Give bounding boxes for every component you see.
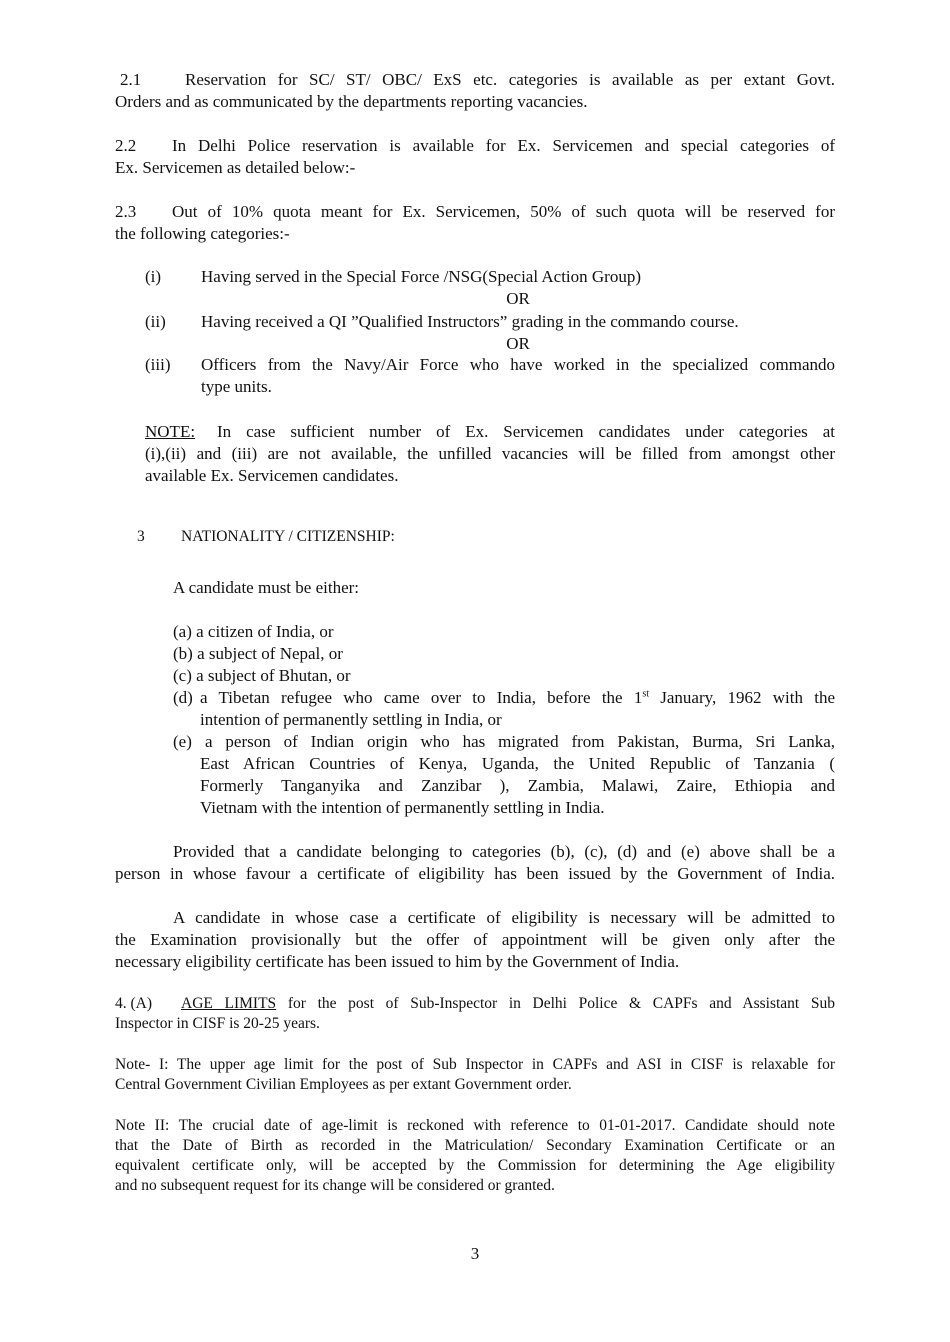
section-2-2-line1: In Delhi Police reservation is available for Ex. Servicemen and special categories of	[172, 136, 835, 155]
note-i-line1: Note- I: The upper age limit for the post of Sub Inspector in CAPFs and ASI in CISF is relaxable for	[115, 1056, 835, 1073]
category-iii-number: (iii)	[145, 355, 171, 374]
citizenship-item-e-line2: East African Countries of Kenya, Uganda, the United Republic of Tanzania (	[200, 754, 835, 773]
citizenship-item-e-line1: a person of Indian origin who has migrated from Pakistan, Burma, Sri Lanka,	[205, 732, 835, 751]
proviso-1-line1: Provided that a candidate belonging to categories (b), (c), (d) and (e) above shall be a	[173, 842, 835, 861]
citizenship-item-a-text: a citizen of India, or	[196, 622, 334, 641]
section-2-1-line2: Orders and as communicated by the departments reporting vacancies.	[115, 92, 588, 111]
citizenship-item-b-text: a subject of Nepal, or	[197, 644, 343, 663]
citizenship-item-a-label: (a)	[173, 622, 192, 641]
citizenship-item-a	[173, 621, 835, 643]
category-ii-text: Having received a QI ”Qualified Instructors” grading in the commando course.	[201, 312, 739, 331]
citizenship-item-c-label: (c)	[173, 666, 192, 685]
note-ii	[115, 1116, 835, 1196]
note-line2: (i),(ii) and (iii) are not available, the unfilled vacancies will be filled from amongst other	[145, 444, 835, 463]
note-i	[115, 1055, 835, 1095]
proviso-2	[115, 907, 835, 973]
section-2-1	[115, 69, 835, 113]
section-3-number: 3	[137, 528, 145, 545]
citizenship-item-c-text: a subject of Bhutan, or	[196, 666, 351, 685]
citizenship-item-c	[173, 665, 835, 687]
note-ii-line2: that the Date of Birth as recorded in the Matriculation/ Secondary Examination Certificate or an	[115, 1137, 835, 1154]
section-4	[115, 994, 835, 1034]
section-2-3-number: 2.3	[115, 202, 137, 221]
citizenship-item-e-line3: Formerly Tanganyika and Zanzibar ), Zambia, Malawi, Zaire, Ethiopia and	[200, 776, 835, 795]
section-2-1-number: 2.1	[120, 70, 142, 89]
note-ii-line4: and no subsequent request for its change will be considered or granted.	[115, 1177, 555, 1194]
note-line3: available Ex. Servicemen candidates.	[145, 466, 399, 485]
citizenship-item-b-label: (b)	[173, 644, 193, 663]
citizenship-item-d-line2: intention of permanently settling in India, or	[200, 710, 502, 729]
page-number: 3	[470, 1244, 480, 1263]
citizenship-item-e-line4: Vietnam with the intention of permanently settling in India.	[200, 798, 605, 817]
proviso-2-line2: the Examination provisionally but the offer of appointment will be given only after the	[115, 930, 835, 949]
proviso-1	[115, 841, 835, 885]
section-3-intro: A candidate must be either:	[173, 578, 359, 597]
citizenship-item-b	[173, 643, 835, 665]
section-2-2-line2: Ex. Servicemen as detailed below:-	[115, 158, 356, 177]
section-2-1-line1: Reservation for SC/ ST/ OBC/ ExS etc. categories is available as per extant Govt.	[185, 70, 835, 89]
citizenship-item-e	[173, 731, 835, 819]
note-ii-line1: Note II: The crucial date of age-limit is reckoned with reference to 01-01-2017. Candidate should note	[115, 1117, 835, 1134]
note-block	[145, 421, 835, 487]
category-i-number: (i)	[145, 267, 162, 286]
or-separator-2: OR	[506, 334, 530, 353]
note-ii-line3: equivalent certificate only, will be accepted by the Commission for determining the Age eligibility	[115, 1157, 835, 1174]
category-iii-line1: Officers from the Navy/Air Force who have worked in the specialized commando	[201, 355, 835, 374]
section-3-title: NATIONALITY / CITIZENSHIP:	[181, 528, 395, 545]
citizenship-item-d-label: (d)	[173, 688, 193, 707]
section-2-2	[115, 135, 835, 179]
note-line1: In case sufficient number of Ex. Servicemen candidates under categories at	[217, 422, 835, 441]
proviso-1-line2: person in whose favour a certificate of eligibility has been issued by the Government of India.	[115, 864, 835, 883]
section-2-3-line1: Out of 10% quota meant for Ex. Servicemen, 50% of such quota will be reserved for	[172, 202, 835, 221]
section-2-3-line2: the following categories:-	[115, 224, 290, 243]
section-4-line2: Inspector in CISF is 20-25 years.	[115, 1015, 320, 1032]
age-limits-heading: AGE LIMITS	[181, 995, 277, 1012]
citizenship-item-d	[173, 687, 835, 731]
note-i-line2: Central Government Civilian Employees as per extant Government order.	[115, 1076, 572, 1093]
proviso-2-line3: necessary eligibility certificate has been issued to him by the Government of India.	[115, 952, 680, 971]
category-i-text: Having served in the Special Force /NSG(Special Action Group)	[201, 267, 642, 286]
or-separator-1: OR	[506, 289, 530, 308]
section-4-number: 4. (A)	[115, 995, 153, 1012]
citizenship-item-d-line1: a Tibetan refugee who came over to India, before the 1st January, 1962 with the	[200, 688, 835, 707]
citizenship-item-e-label: (e)	[173, 732, 192, 751]
note-label: NOTE:	[145, 422, 196, 441]
category-iii-line2: type units.	[201, 377, 272, 396]
section-2-2-number: 2.2	[115, 136, 137, 155]
proviso-2-line1: A candidate in whose case a certificate of eligibility is necessary will be admitted to	[173, 908, 835, 927]
section-2-3	[115, 201, 835, 245]
section-4-line1: AGE LIMITS for the post of Sub-Inspector in Delhi Police & CAPFs and Assistant Sub	[181, 995, 835, 1012]
category-ii-number: (ii)	[145, 312, 166, 331]
